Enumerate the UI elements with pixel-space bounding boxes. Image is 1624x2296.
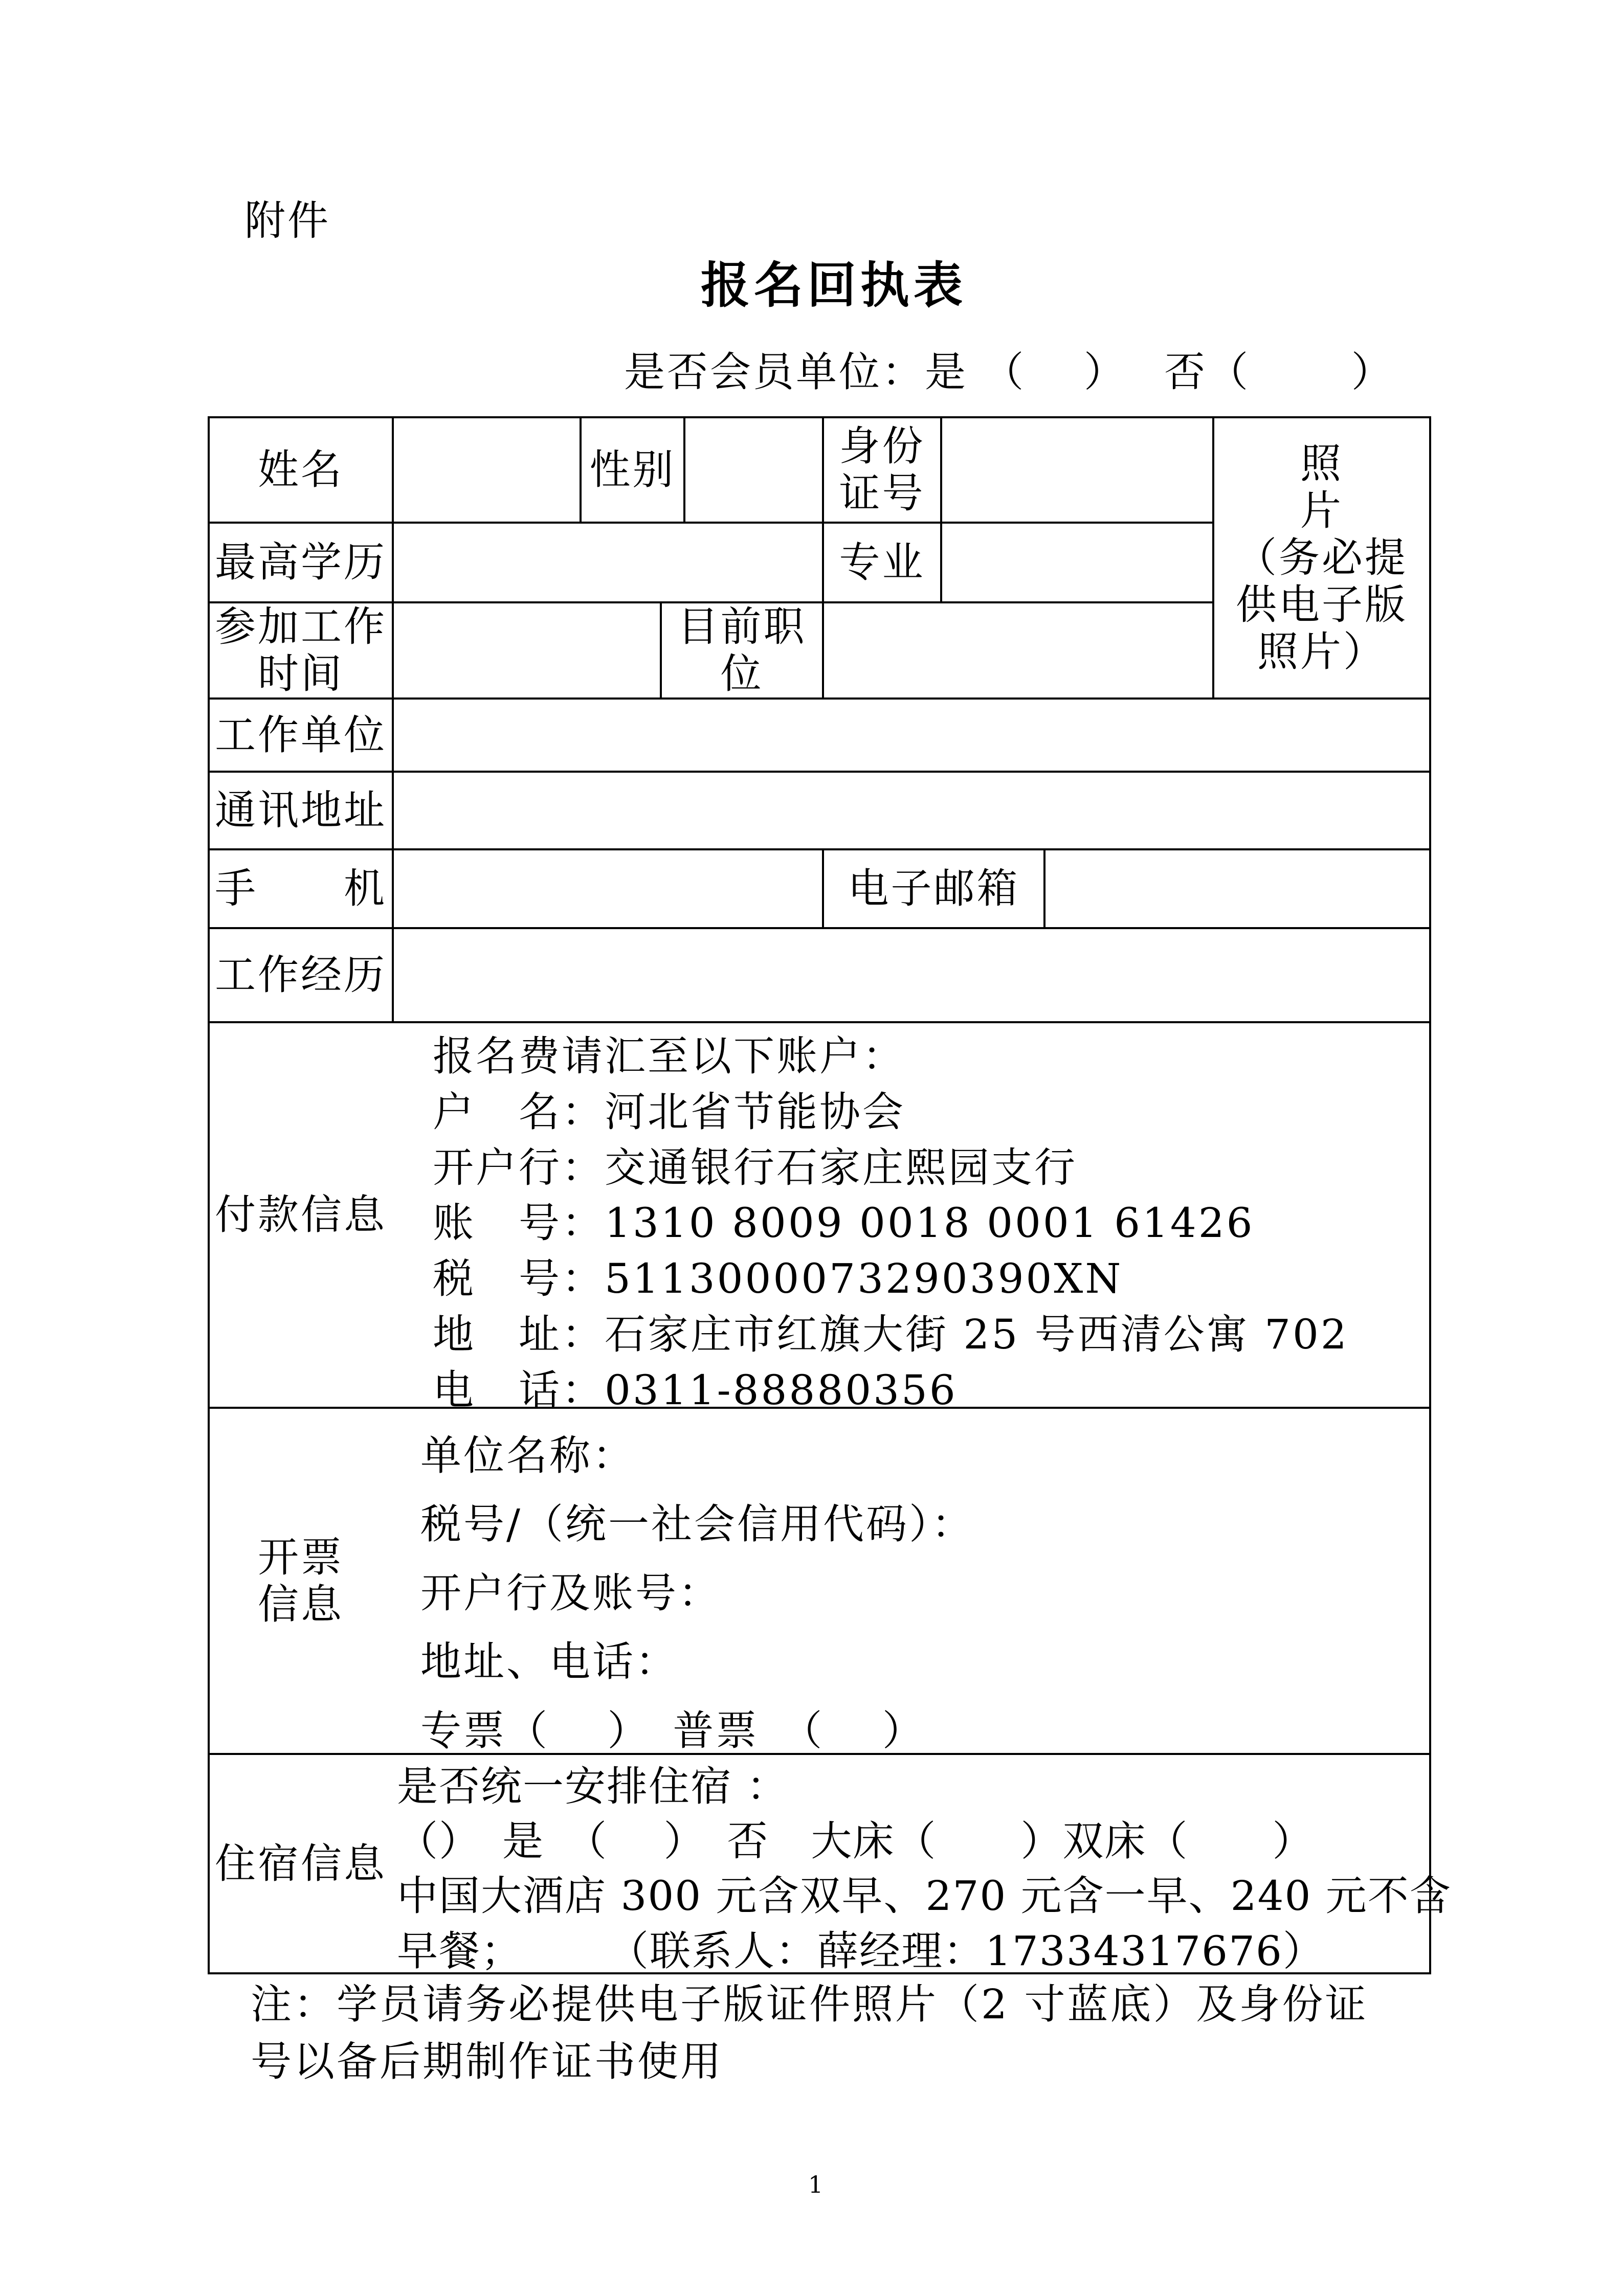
lodging-line: （） 是 （ ） 否 大床（ ）双床（ ） xyxy=(397,1817,1315,1865)
employer-field[interactable] xyxy=(394,700,1429,771)
invoice-info-block xyxy=(420,1422,974,1765)
gender-label: 性别 xyxy=(589,446,676,493)
payment-line: 地 址：石家庄市红旗大街 25 号西清公寓 702 xyxy=(433,1310,1349,1358)
payment-line: 电 话：0311-88880356 xyxy=(433,1366,958,1414)
name-field[interactable] xyxy=(394,418,580,522)
id-number-field[interactable] xyxy=(942,418,1212,522)
invoice-line: 单位名称： xyxy=(420,1432,635,1479)
lodging-info-label: 住宿信息 xyxy=(215,1839,387,1887)
major-label: 专业 xyxy=(839,538,925,586)
note-line-2: 号以备后期制作证书使用 xyxy=(251,2038,723,2085)
address-label: 通讯地址 xyxy=(215,786,387,834)
photo-label: 照 xyxy=(1300,440,1343,487)
id-number-label: 身份 证号 xyxy=(839,422,925,517)
experience-field[interactable] xyxy=(394,929,1429,1021)
email-label: 电子邮箱 xyxy=(848,865,1020,912)
mobile-label: 手 机 xyxy=(215,865,387,912)
payment-line: 税 号：5113000073290390XN xyxy=(433,1255,1123,1303)
note-line-1: 注：学员请务必提供电子版证件照片（2 寸蓝底）及身份证 xyxy=(251,1980,1368,2028)
education-label: 最高学历 xyxy=(215,538,387,586)
payment-line: 账 号：1310 8009 0018 0001 61426 xyxy=(433,1199,1255,1247)
employer-label: 工作单位 xyxy=(215,711,387,759)
lodging-info-block xyxy=(397,1759,1452,1978)
invoice-info-label: 开票 信息 xyxy=(258,1533,344,1628)
position-field[interactable] xyxy=(824,603,1212,697)
payment-info-block xyxy=(433,1029,1349,1419)
invoice-line: 地址、电话： xyxy=(420,1638,678,1686)
payment-line: 户 名：河北省节能协会 xyxy=(433,1088,905,1136)
major-field[interactable] xyxy=(942,524,1212,601)
email-field[interactable] xyxy=(1045,850,1429,927)
payment-info-label: 付款信息 xyxy=(215,1191,387,1239)
invoice-line: 专票（ ） 普票 （ ） xyxy=(420,1706,925,1754)
experience-label: 工作经历 xyxy=(215,951,387,999)
gender-field[interactable] xyxy=(685,418,822,522)
lodging-line: 中国大酒店 300 元含双早、270 元含一早、240 元不含 xyxy=(397,1872,1452,1920)
invoice-line: 开户行及账号： xyxy=(420,1569,721,1617)
payment-line: 报名费请汇至以下账户： xyxy=(433,1032,905,1080)
name-label: 姓名 xyxy=(258,446,344,493)
address-field[interactable] xyxy=(394,773,1429,848)
position-label: 目前职 位 xyxy=(677,603,807,697)
mobile-field[interactable] xyxy=(394,850,822,927)
payment-line: 开户行：交通银行石家庄熙园支行 xyxy=(433,1143,1077,1191)
member-unit-line: 是否会员单位：是 （ ） 否（ ） xyxy=(624,348,1394,396)
lodging-line: 是否统一安排住宿 ： xyxy=(397,1763,789,1810)
invoice-line: 税号/（统一社会信用代码）： xyxy=(420,1500,974,1548)
work-start-label: 参加工作 时间 xyxy=(215,603,387,697)
page-number: 1 xyxy=(808,2171,824,2198)
education-field[interactable] xyxy=(394,524,822,601)
attachment-label: 附件 xyxy=(244,197,330,244)
lodging-line: 早餐； （联系人：薛经理：17334317676） xyxy=(397,1927,1325,1975)
page-title: 报名回执表 xyxy=(701,256,967,314)
photo-cell[interactable]: 照 片 （务必提 供电子版 照片） xyxy=(1236,440,1408,676)
work-start-field[interactable] xyxy=(394,603,660,697)
